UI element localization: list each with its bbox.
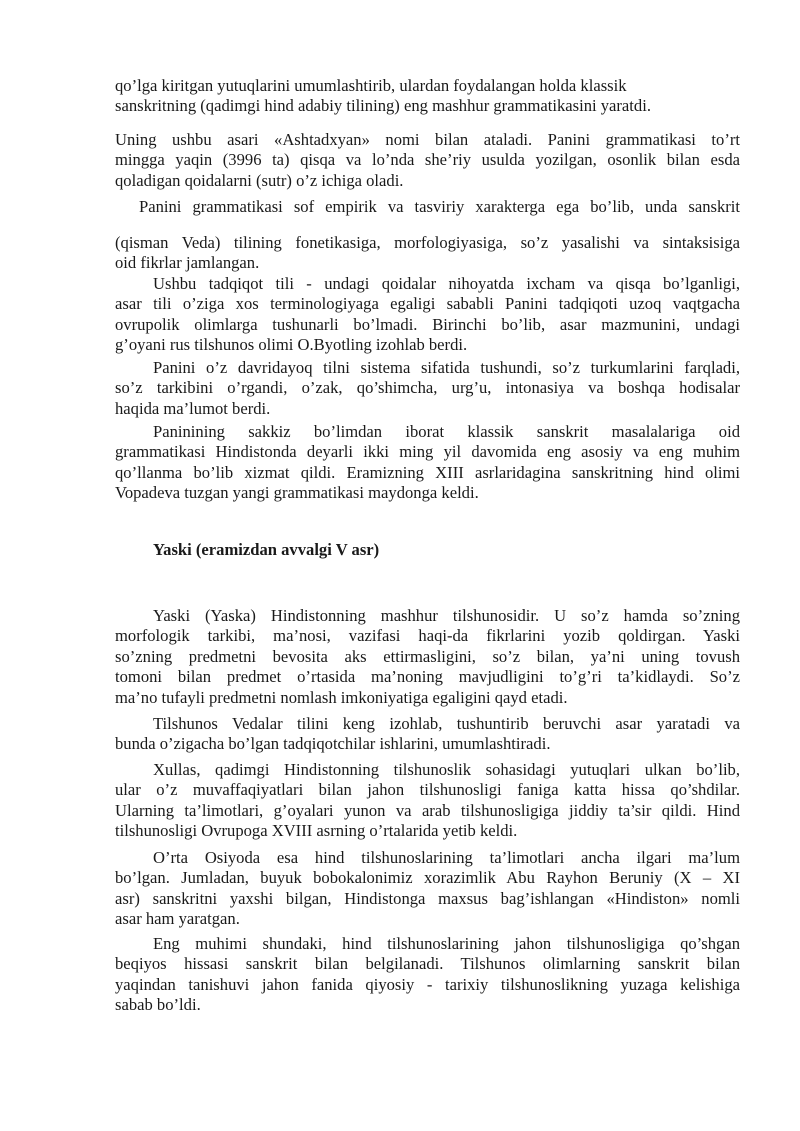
text-line: bunda o’zigacha bo’lgan tadqiqotchilar ishlarini, umumlashtiradi. (115, 734, 551, 754)
paragraph (115, 606, 740, 708)
text-line: Yaski (Yaska) Hindistonning mashhur tilshunosidir. U so’z hamda so’zning (153, 606, 740, 625)
text-line: Tilshunos Vedalar tilini keng izohlab, tushuntirib beruvchi asar yaratadi va (153, 714, 740, 733)
paragraph (115, 422, 740, 504)
text-line: (qisman Veda) tilining fonetikasiga, morfologiyasiga, so’z yasalishi va sintaksisiga (115, 233, 740, 252)
text-line: qo’llanma bo’lib xizmat qildi. Eramizning XIII asrlaridagina sanskritning hind olimi (115, 462, 740, 482)
paragraph (115, 714, 740, 755)
text-line: qo’lga kiritgan yutuqlarini umumlashtirib, ulardan foydalangan holda klassik (115, 76, 627, 95)
text-line: bo’lgan. Jumladan, buyuk bobokalonimiz xorazimlik Abu Rayhon Beruniy (X – XI (115, 868, 740, 888)
text-line: so’z tarkibini o’rgandi, o’zak, qo’shimcha, urg’u, intonasiya va boshqa hodisalar (115, 378, 740, 398)
text-line: oid fikrlar jamlangan. (115, 253, 260, 273)
text-line: Ushbu tadqiqot tili - undagi qoidalar nihoyatda ixcham va qisqa bo’lganligi, (153, 274, 740, 293)
text-line: haqida ma’lumot berdi. (115, 398, 271, 418)
section-heading (115, 540, 740, 560)
text-line: sanskritning (qadimgi hind adabiy tilining) eng mashhur grammatikasini yaratdi. (115, 96, 651, 116)
text-line: Vopadeva tuzgan yangi grammatikasi maydonga keldi. (115, 483, 479, 503)
text-line: ma’no tufayli predmetni nomlash imkoniyatiga egaligini qayd etadi. (115, 687, 568, 707)
text-line: g’oyani rus tilshunos olimi O.Byotling izohlab berdi. (115, 335, 468, 355)
text-line: tilshunosligi Ovrupoga XVIII asrning o’rtalarida yetib keldi. (115, 821, 518, 841)
paragraph (115, 130, 740, 191)
text-line: ular o’z muvaffaqiyatlari bilan jahon tilshunosligi faniga katta hissa qo’shdilar. (115, 780, 740, 800)
paragraph (115, 358, 740, 419)
text-line: tomoni bilan predmet o’rtasida ma’noning mavjudligini to’g’ri ta’kidlaydi. So’z (115, 667, 740, 687)
text-line: beqiyos hissasi sanskrit bilan belgilanadi. Tilshunos olimlarning sanskrit bilan (115, 954, 740, 974)
text-line: sabab bo’ldi. (115, 995, 201, 1015)
text-line: Paninining sakkiz bo’limdan iborat klassik sanskrit masalalariga oid (153, 422, 740, 441)
text-line: Panini o’z davridayoq tilni sistema sifatida tushundi, so’z turkumlarini farqladi, (153, 358, 740, 377)
text-line: Xullas, qadimgi Hindistonning tilshunoslik sohasidagi yutuqlari ulkan bo’lib, (153, 760, 740, 779)
text-line: morfologik tarkibi, ma’nosi, vazifasi haqi-da fikrlarini yozib qoldirgan. Yaski (115, 626, 740, 646)
paragraph (115, 76, 740, 117)
paragraph (115, 197, 740, 217)
text-line: Panini grammatikasi sof empirik va tasviriy xarakterga ega bo’lib, unda sanskrit (139, 197, 740, 216)
text-line: asar ham yaratgan. (115, 909, 240, 929)
heading-text: Yaski (eramizdan avvalgi V asr) (153, 540, 380, 559)
text-line: asar tili o’ziga xos terminologiyaga egaligi sababli Panini tadqiqoti uzoq vaqtgacha (115, 294, 740, 314)
text-line: grammatikasi Hindistonda deyarli ikki ming yil davomida eng asosiy va eng muhim (115, 442, 740, 462)
text-line: Uning ushbu asari «Ashtadxyan» nomi bilan ataladi. Panini grammatikasi to’rt (115, 130, 740, 149)
paragraph (115, 233, 740, 274)
paragraph (115, 274, 740, 356)
text-line: so’zning predmetni bevosita aks ettirmasligini, so’z bilan, ya’ni uning tovush (115, 646, 740, 666)
text-line: Ularning ta’limotlari, g’oyalari yunon va arab tilshunosligiga jiddiy ta’sir qildi. Hind (115, 800, 740, 820)
paragraph (115, 934, 740, 1016)
text-line: asr) sanskritni yaxshi bilgan, Hindistonga maxsus bag’ishlangan «Hindiston» nomli (115, 888, 740, 908)
text-line: yaqindan tanishuvi jahon fanida qiyosiy - tarixiy tilshunoslikning yuzaga kelishiga (115, 974, 740, 994)
text-line: Eng muhimi shundaki, hind tilshunoslarining jahon tilshunosligiga qo’shgan (153, 934, 740, 953)
text-line: ovrupolik olimlarga tushunarli bo’lmadi. Birinchi bo’lib, asar mazmunini, undagi (115, 314, 740, 334)
paragraph (115, 848, 740, 930)
text-line: O’rta Osiyoda esa hind tilshunoslarining ta’limotlari ancha ilgari ma’lum (153, 848, 740, 867)
text-line: qoladigan qoidalarni (sutr) o’z ichiga oladi. (115, 170, 404, 190)
text-line: mingga yaqin (3996 ta) qisqa va lo’nda she’riy usulda yozilgan, osonlik bilan esda (115, 150, 740, 170)
paragraph (115, 760, 740, 842)
